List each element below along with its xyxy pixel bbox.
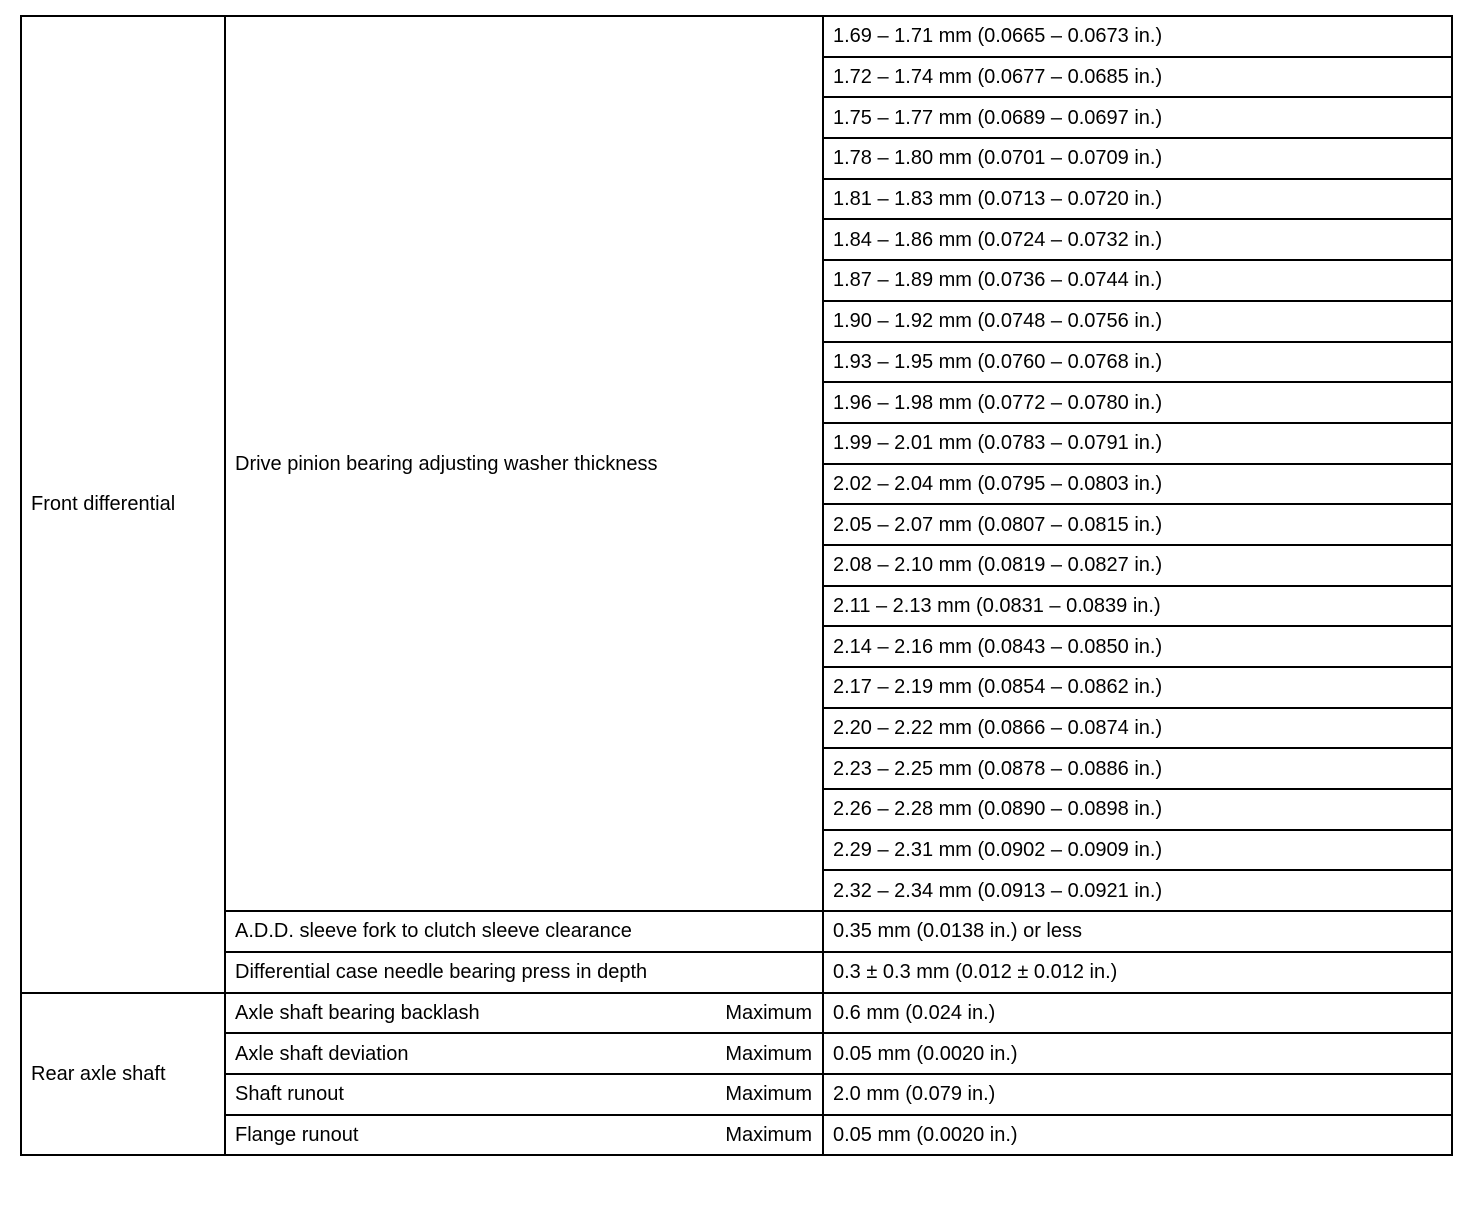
item-label: Differential case needle bearing press in depth	[235, 961, 648, 984]
item-label: Drive pinion bearing adjusting washer thickness	[235, 452, 658, 475]
item-cell	[225, 1074, 823, 1115]
item-cell	[225, 16, 823, 911]
item-cell	[225, 993, 823, 1034]
item-qualifier: Maximum	[725, 1123, 812, 1146]
item-qualifier: Maximum	[725, 1001, 812, 1024]
spec-row	[21, 911, 1452, 952]
value-cell: 1.99 – 2.01 mm (0.0783 – 0.0791 in.)	[823, 423, 1452, 464]
value-cell: 1.81 – 1.83 mm (0.0713 – 0.0720 in.)	[823, 179, 1452, 220]
item-cell-content	[235, 1083, 822, 1105]
group-cell-front-differential: Front differential	[21, 16, 225, 993]
value-cell: 1.93 – 1.95 mm (0.0760 – 0.0768 in.)	[823, 342, 1452, 383]
item-label: Axle shaft bearing backlash	[235, 1001, 480, 1024]
value-cell: 1.72 – 1.74 mm (0.0677 – 0.0685 in.)	[823, 57, 1452, 98]
item-qualifier: Maximum	[725, 1083, 812, 1106]
item-label: Flange runout	[235, 1123, 359, 1146]
value-cell: 2.08 – 2.10 mm (0.0819 – 0.0827 in.)	[823, 545, 1452, 586]
group-cell-rear-axle-shaft: Rear axle shaft	[21, 993, 225, 1156]
value-cell: 2.23 – 2.25 mm (0.0878 – 0.0886 in.)	[823, 748, 1452, 789]
item-cell-content	[235, 1124, 822, 1146]
value-cell: 2.0 mm (0.079 in.)	[823, 1074, 1452, 1115]
value-cell: 0.35 mm (0.0138 in.) or less	[823, 911, 1452, 952]
value-cell: 2.29 – 2.31 mm (0.0902 – 0.0909 in.)	[823, 830, 1452, 871]
item-cell-content	[235, 1002, 822, 1024]
value-cell: 0.6 mm (0.024 in.)	[823, 993, 1452, 1034]
spec-row	[21, 1115, 1452, 1156]
spec-row	[21, 1033, 1452, 1074]
value-cell: 1.78 – 1.80 mm (0.0701 – 0.0709 in.)	[823, 138, 1452, 179]
value-cell: 0.05 mm (0.0020 in.)	[823, 1115, 1452, 1156]
item-cell	[225, 1115, 823, 1156]
specification-table-body	[21, 16, 1452, 1155]
spec-row	[21, 993, 1452, 1034]
value-cell: 2.02 – 2.04 mm (0.0795 – 0.0803 in.)	[823, 464, 1452, 505]
value-cell: 1.90 – 1.92 mm (0.0748 – 0.0756 in.)	[823, 301, 1452, 342]
value-cell: 2.05 – 2.07 mm (0.0807 – 0.0815 in.)	[823, 504, 1452, 545]
value-cell: 0.3 ± 0.3 mm (0.012 ± 0.012 in.)	[823, 952, 1452, 993]
value-cell: 2.20 – 2.22 mm (0.0866 – 0.0874 in.)	[823, 708, 1452, 749]
value-cell: 2.11 – 2.13 mm (0.0831 – 0.0839 in.)	[823, 586, 1452, 627]
item-cell-content	[235, 453, 822, 475]
value-cell: 1.84 – 1.86 mm (0.0724 – 0.0732 in.)	[823, 219, 1452, 260]
item-cell	[225, 911, 823, 952]
value-cell: 2.14 – 2.16 mm (0.0843 – 0.0850 in.)	[823, 626, 1452, 667]
item-qualifier: Maximum	[725, 1042, 812, 1065]
spec-row	[21, 1074, 1452, 1115]
spec-row	[21, 16, 1452, 57]
specification-table	[20, 15, 1453, 1156]
item-cell-content	[235, 920, 822, 942]
value-cell: 1.75 – 1.77 mm (0.0689 – 0.0697 in.)	[823, 97, 1452, 138]
item-cell-content	[235, 1043, 822, 1065]
value-cell: 0.05 mm (0.0020 in.)	[823, 1033, 1452, 1074]
value-cell: 2.17 – 2.19 mm (0.0854 – 0.0862 in.)	[823, 667, 1452, 708]
spec-row	[21, 952, 1452, 993]
item-label: A.D.D. sleeve fork to clutch sleeve clearance	[235, 920, 632, 943]
item-cell	[225, 1033, 823, 1074]
value-cell: 2.32 – 2.34 mm (0.0913 – 0.0921 in.)	[823, 870, 1452, 911]
value-cell: 2.26 – 2.28 mm (0.0890 – 0.0898 in.)	[823, 789, 1452, 830]
item-cell-content	[235, 961, 822, 983]
item-label: Shaft runout	[235, 1083, 344, 1106]
item-cell	[225, 952, 823, 993]
value-cell: 1.96 – 1.98 mm (0.0772 – 0.0780 in.)	[823, 382, 1452, 423]
value-cell: 1.87 – 1.89 mm (0.0736 – 0.0744 in.)	[823, 260, 1452, 301]
item-label: Axle shaft deviation	[235, 1042, 409, 1065]
value-cell: 1.69 – 1.71 mm (0.0665 – 0.0673 in.)	[823, 16, 1452, 57]
